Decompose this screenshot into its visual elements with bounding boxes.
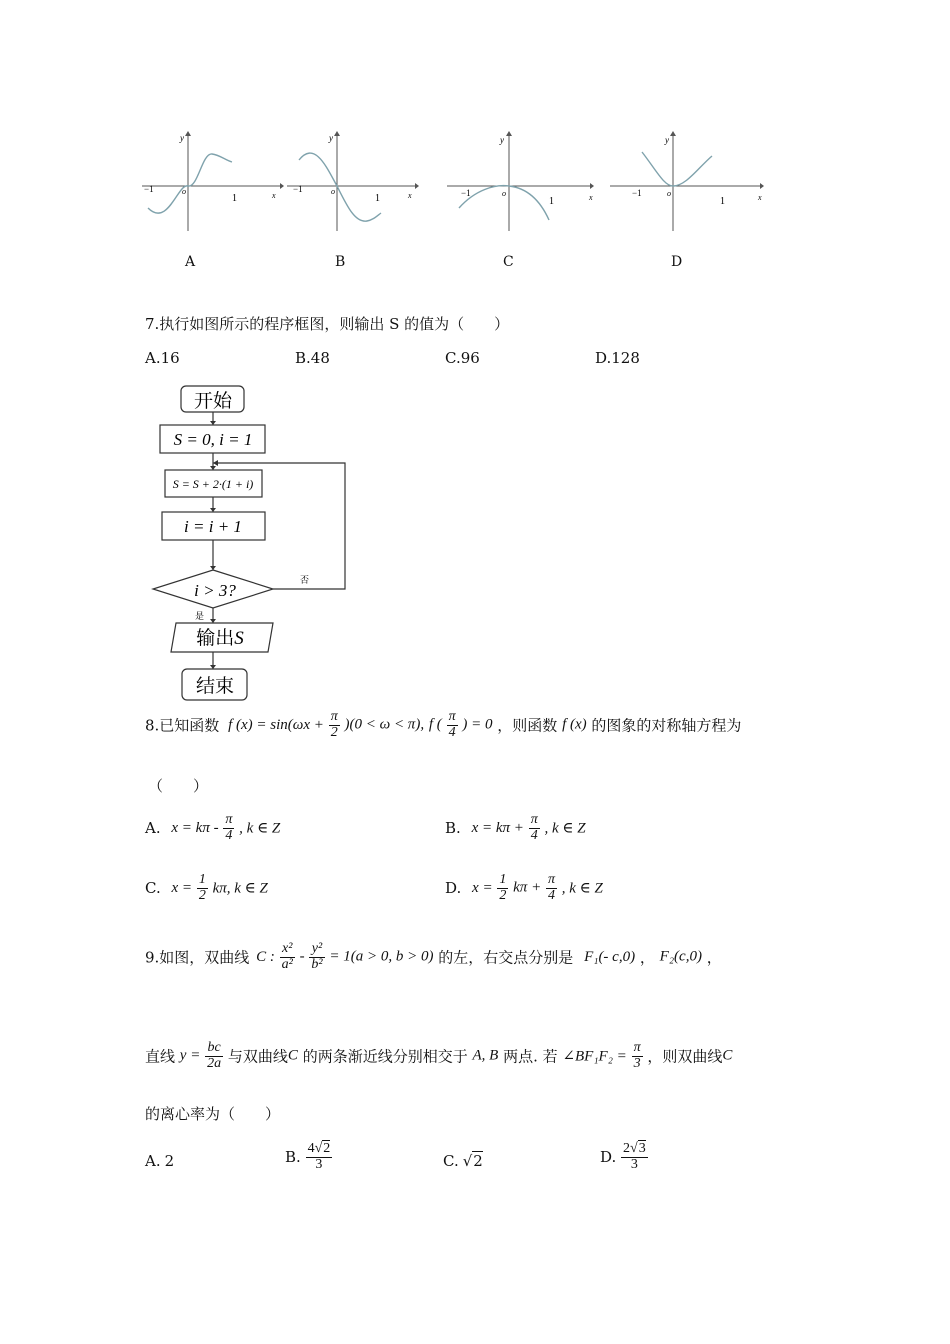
q8-option-b: B. x = kπ + $\frac{\pi}{4}$ , k ∈ Z — [445, 812, 586, 843]
y-axis-label: y — [500, 135, 504, 145]
q8-prefix: 8.已知函数 — [145, 716, 220, 735]
update-i-label: i = i + 1 — [184, 517, 242, 536]
q8-cond: )(0 < ω < π), — [344, 716, 425, 733]
origin-label: o — [331, 187, 335, 196]
output-label — [196, 627, 244, 649]
origin-label: o — [667, 189, 671, 198]
graph-a-label: A — [185, 254, 196, 270]
origin-label: o — [182, 187, 186, 196]
init-label: S = 0, i = 1 — [173, 430, 253, 449]
q8-option-a: A. x = kπ - $\frac{\pi}{4}$ , k ∈ Z — [145, 812, 281, 843]
q8-paren: （ ） — [148, 777, 209, 795]
q8-option-d: D. x = $\frac{1}{2}$ kπ + $\frac{\pi}{4}$ , k ∈ Z — [445, 872, 603, 903]
y-axis-label: y — [329, 133, 333, 143]
q8-f1: f (x) = sin(ωx + — [228, 716, 324, 733]
origin-label: o — [502, 189, 506, 198]
q8-frac-pi-2: $\frac{\pi}{2}$ — [330, 709, 338, 740]
y-axis-label: y — [180, 133, 184, 143]
output-var: S — [234, 628, 244, 649]
q9-prefix: 9.如图，双曲线 — [145, 948, 250, 967]
q9-line3: 的离心率为（ ） — [145, 1105, 281, 1123]
neg-one-label: −1 — [293, 184, 303, 194]
start-label: 开始 — [193, 390, 233, 412]
end-label: 结束 — [195, 675, 235, 697]
q7-option-a: A.16 — [145, 349, 180, 367]
one-label: 1 — [232, 193, 237, 204]
q9-option-d: D. $\frac{2√3}{3}$ — [600, 1141, 646, 1172]
q8-option-c: C. x = $\frac{1}{2}$ kπ, k ∈ Z — [145, 872, 268, 903]
q8-eq0: ) = 0 — [462, 716, 493, 733]
q7-option-b: B.48 — [295, 349, 330, 367]
y-axis-label: y — [665, 135, 669, 145]
graph-d — [608, 128, 770, 233]
graph-b-label: B — [335, 254, 346, 270]
one-label: 1 — [720, 196, 725, 207]
q8-fx: f (x) — [562, 716, 587, 733]
one-label: 1 — [375, 193, 380, 204]
neg-one-label: −1 — [632, 188, 642, 198]
q7-option-d: D.128 — [595, 349, 640, 367]
q9-option-c: C. √2 — [443, 1152, 483, 1170]
graph-a — [140, 128, 285, 233]
no-label: 否 — [300, 576, 310, 586]
q8-mid: ，则函数 — [497, 716, 558, 735]
x-axis-label: x — [408, 191, 412, 200]
q8-frac-pi-4: $\frac{\pi}{4}$ — [448, 709, 456, 740]
x-axis-label: x — [272, 191, 276, 200]
neg-one-label: −1 — [461, 188, 471, 198]
update-s-label: S = S + 2·(1 + i) — [172, 477, 254, 491]
x-axis-label: x — [589, 193, 593, 202]
q9-line1: 9.如图，双曲线 C : $\frac{\text{x²}}{\text{a²}}$ - $\frac{\text{y²}}{\text{b²}}$ = 1(a > 0, b > 0) 的左，右交点分别是 F₁(- c,0) ， F₂(c,0) ， — [145, 941, 722, 972]
q7-option-c: C.96 — [445, 349, 480, 367]
q8-f2: f ( — [428, 716, 442, 733]
graph-c-label: C — [503, 254, 514, 270]
q9-option-b: B. $\frac{4√2}{3}$ — [285, 1141, 331, 1172]
graph-d-label: D — [671, 254, 683, 270]
x-axis-label: x — [758, 193, 762, 202]
graph-b — [285, 128, 430, 233]
condition-label: i > 3? — [194, 581, 236, 600]
q8-stem — [145, 710, 741, 740]
yes-label: 是 — [195, 612, 205, 622]
q9-line2: 直线 y = $\frac{bc}{2a}$ 与双曲线C 的两条渐近线分别相交于 A, B 两点. 若 ∠BF₁F₂ = $\frac{\pi}{3}$ ，则双曲线C — [145, 1040, 733, 1071]
q8-suffix: 的图象的对称轴方程为 — [591, 716, 742, 735]
flowchart — [140, 380, 370, 705]
q9-option-a: A. 2 — [145, 1152, 175, 1170]
graph-c — [445, 128, 600, 233]
one-label: 1 — [549, 196, 554, 207]
q7-stem: 7.执行如图所示的程序框图，则输出 S 的值为（ ） — [145, 315, 510, 333]
neg-one-label: −1 — [144, 184, 154, 194]
output-prefix: 输出 — [196, 627, 235, 649]
